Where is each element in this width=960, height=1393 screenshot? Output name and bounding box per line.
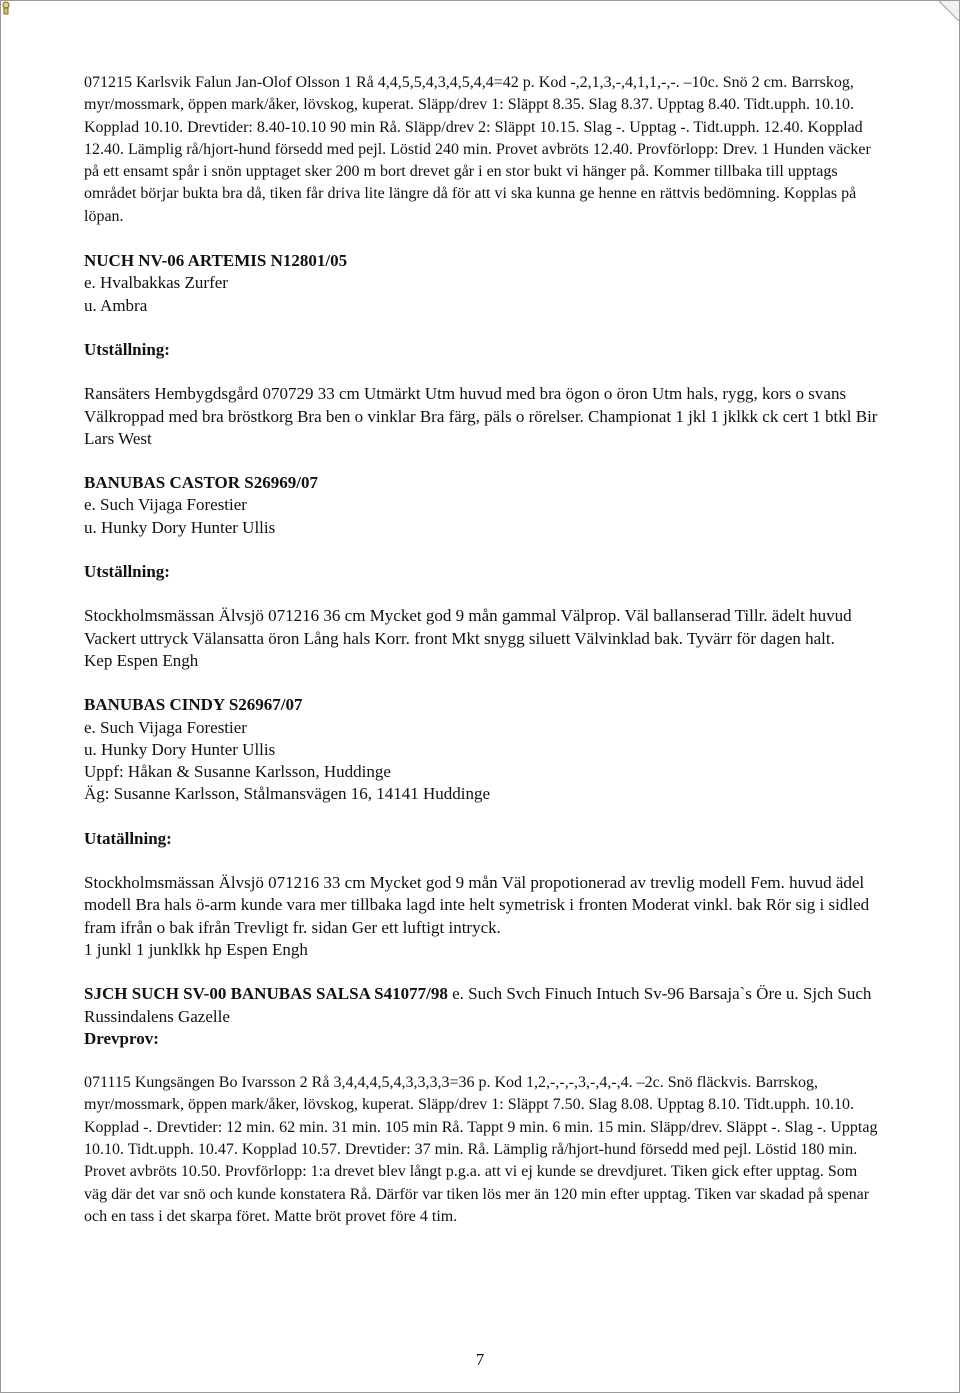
result-line: 1 junkl 1 junklkk hp Espen Engh bbox=[84, 939, 308, 959]
dam-line: u. Ambra bbox=[84, 295, 148, 315]
section-heading: Drevprov: bbox=[84, 1028, 159, 1048]
attachment-icon bbox=[1, 1, 11, 15]
judge-line: Kep Espen Engh bbox=[84, 650, 199, 670]
section-heading: Utställning: bbox=[84, 562, 170, 582]
sire-line: e. Such Vijaga Forestier bbox=[84, 495, 247, 515]
dog-name-heading: BANUBAS CASTOR S26969/07 bbox=[84, 473, 318, 493]
sire-line: e. Such Vijaga Forestier bbox=[84, 717, 247, 737]
dog-name-heading: BANUBAS CINDY S26967/07 bbox=[84, 695, 303, 715]
trial-report-paragraph: 071215 Karlsvik Falun Jan-Olof Olsson 1 Rå 4,4,5,5,4,3,4,5,4,4=42 p. Kod -,2,1,3,-,4,1,1,-,-. –10c. Snö 2 cm. Barrskog, myr/mossmark, öppen mark/åker, lövskog, kuperat. Släpp/drev 1: Släppt 8.35. Slag 8.37. Upptag 8.40. Tidt.upph. 10.10. Kopplad 10.10. Drevtider: 8.40-10.10 90 min Rå. Släpp/drev 2: Släppt 10.15. Slag -. Upptag -. Tidt.upph. 12.40. Kopplad 12.40. Lämplig rå/hjort-hund försedd med pejl. Löstid 240 min. Provet avbröts 12.40. Provförlopp: Drev. 1 Hunden väcker på ett ensamt spår i snön upptaget sker 200 m bort drevet går i en stor bukt vi hänger på. Kommer tillbaka till upptags området börjar bukta bra då, tiken får driva lite längre då för att vi ska kunna ge henne en rättvis bedömning. Kopplas på löpan. bbox=[84, 74, 871, 225]
show-report: Ransäters Hembygdsgård 070729 33 cm Utmärkt Utm huvud med bra ögon o öron Utm hals, rygg, kors o svans Välkroppad med bra bröstkorg Bra ben o vinklar Bra färg, päls o rörelser. Championat 1 jkl 1 jklkk ck cert 1 btkl Bir Lars West bbox=[84, 384, 878, 448]
document-body bbox=[84, 72, 884, 1228]
dog-entry-salsa bbox=[84, 983, 884, 1028]
breeder-line: Uppf: Håkan & Susanne Karlsson, Huddinge bbox=[84, 762, 391, 782]
sire-line: e. Hvalbakkas Zurfer bbox=[84, 273, 228, 293]
show-report: Stockholmsmässan Älvsjö 071216 36 cm Mycket god 9 mån gammal Välprop. Väl ballanserad Tillr. ädelt huvud Vackert uttryck Välansatta öron Lång hals Korr. front Mkt snygg siluett Välvinklad bak. Tyvärr för dagen halt. bbox=[84, 606, 852, 648]
dog-name-heading: NUCH NV-06 ARTEMIS N12801/05 bbox=[84, 251, 348, 271]
owner-line: Äg: Susanne Karlsson, Stålmansvägen 16, 14141 Huddinge bbox=[84, 784, 491, 804]
dam-line: u. Hunky Dory Hunter Ullis bbox=[84, 517, 276, 537]
section-heading: Utatällning: bbox=[84, 828, 172, 848]
show-report: Stockholmsmässan Älvsjö 071216 33 cm Mycket god 9 mån Väl propotionerad av trevlig modell Fem. huvud ädel modell Bra hals ö-arm kunde vara mer tillbaka lagd inte helt symetrisk i fronten Moderat vinkl. bak Rör sig i sidled fram ifrån o bak ifrån Trevligt fr. sidan Ger ett luftigt intryck. bbox=[84, 873, 870, 937]
pedigree-line: e. Such Svch Finuch Intuch Sv-96 Barsaja`s Öre u. Sjch Such Russindalens Gazelle bbox=[84, 984, 872, 1026]
trial-report-paragraph: 071115 Kungsängen Bo Ivarsson 2 Rå 3,4,4,4,5,4,3,3,3,3=36 p. Kod 1,2,-,-,-,3,-,4,-,4. –2c. Snö fläckvis. Barrskog, myr/mossmark, öppen mark/åker, lövskog, kuperat. Släpp/drev 1: Släppt 7.50. Slag 8.08. Upptag 8.10. Tidt.upph. 10.10. Kopplad -. Drevtider: 12 min. 62 min. 31 min. 105 min Rå. Tappt 9 min. 6 min. 15 min. Släpp/drev. Släppt -. Slag -. Upptag 10.10. Tidt.upph. 10.47. Kopplad 10.57. Drevtider: 37 min. Rå. Lämplig rå/hjort-hund försedd med pejl. Löstid 180 min. Provet avbröts 10.50. Provförlopp: 1:a drevet blev långt p.g.a. att vi ej kunde se drevdjuret. Tiken gick efter upptag. Som väg där det var snö och kunde konstatera Rå. Därför var tiken lös mer än 120 min efter upptag. Tiken var skadad på spenar och en tass i det skarpa föret. Matte bröt provet före 4 tim. bbox=[84, 1074, 878, 1225]
dog-name-heading: SJCH SUCH SV-00 BANUBAS SALSA S41077/98 bbox=[84, 984, 448, 1004]
page-fold-icon bbox=[939, 1, 959, 21]
dam-line: u. Hunky Dory Hunter Ullis bbox=[84, 739, 276, 759]
page-number: 7 bbox=[475, 1350, 485, 1369]
section-heading: Utställning: bbox=[84, 339, 170, 359]
